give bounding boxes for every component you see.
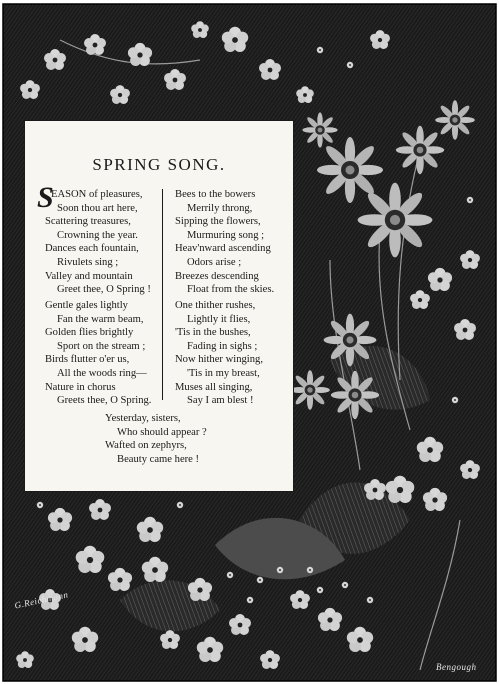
- poem-line: Fan the warm beam,: [57, 313, 144, 325]
- poem-line: Muses all singing,: [175, 381, 253, 393]
- poem-line: Fading in sighs ;: [187, 340, 258, 352]
- drop-cap-letter: S: [37, 181, 54, 214]
- poem-line: Scattering treasures,: [45, 216, 131, 228]
- poem-line: Float from the skies.: [187, 284, 275, 296]
- poem-line: Who should appear ?: [117, 426, 207, 438]
- poem-line: Greets thee, O Spring.: [57, 395, 152, 407]
- poem-line: Merrily throng,: [187, 202, 253, 214]
- poem-line: Yesterday, sisters,: [105, 413, 181, 424]
- poem-line: One thither rushes,: [175, 300, 256, 311]
- poem-line: Say I am blest !: [187, 395, 254, 407]
- poem-line: Sport on the stream ;: [57, 340, 146, 352]
- poem-line: Nature in chorus: [45, 381, 116, 393]
- poem-line: Sipping the flowers,: [175, 216, 261, 228]
- stanza-1: [45, 188, 151, 297]
- column-divider: [162, 189, 163, 400]
- poem-line: Golden flies brightly: [45, 327, 134, 339]
- poem-line: Gentle gales lightly: [45, 300, 128, 311]
- poem-line: Rivulets sing ;: [57, 256, 119, 268]
- poem-line: EASON of pleasures,: [51, 189, 143, 200]
- poem-line: Greet thee, O Spring !: [57, 284, 151, 296]
- artist-signature-left: G.Reichmann: [13, 589, 70, 611]
- stanza-4: [175, 299, 263, 408]
- poem-line: Lightly it flies,: [187, 313, 251, 325]
- poem-line: Odors arise ;: [187, 256, 242, 268]
- poem-line: 'Tis in my breast,: [187, 367, 260, 379]
- engraver-signature-right: Bengough: [436, 662, 477, 672]
- poem-line: Heav'nward ascending: [175, 243, 271, 255]
- poem-line: Crowning the year.: [57, 229, 138, 241]
- poem-line: Murmuring song ;: [187, 229, 265, 241]
- poem-line: All the woods ring—: [57, 367, 147, 379]
- poem-line: Now hither winging,: [175, 354, 263, 366]
- poem-line: 'Tis in the bushes,: [175, 327, 251, 339]
- poem-line: Beauty came here !: [117, 453, 200, 465]
- poem-line: Birds flutter o'er us,: [45, 354, 130, 366]
- poem-line: Valley and mountain: [45, 270, 133, 282]
- stanza-2: [45, 299, 151, 408]
- poem-line: Breezes descending: [175, 270, 259, 282]
- poem-line: Soon thou art here,: [57, 202, 138, 214]
- stanza-3: [175, 188, 274, 297]
- stanza-5: [105, 412, 207, 466]
- poem-title: SPRING SONG.: [92, 155, 226, 174]
- poem-line: Bees to the bowers: [175, 189, 256, 200]
- poem-line: Wafted on zephyrs,: [105, 440, 187, 452]
- poem-line: Dances each fountain,: [45, 243, 139, 255]
- poem-card: [24, 120, 294, 492]
